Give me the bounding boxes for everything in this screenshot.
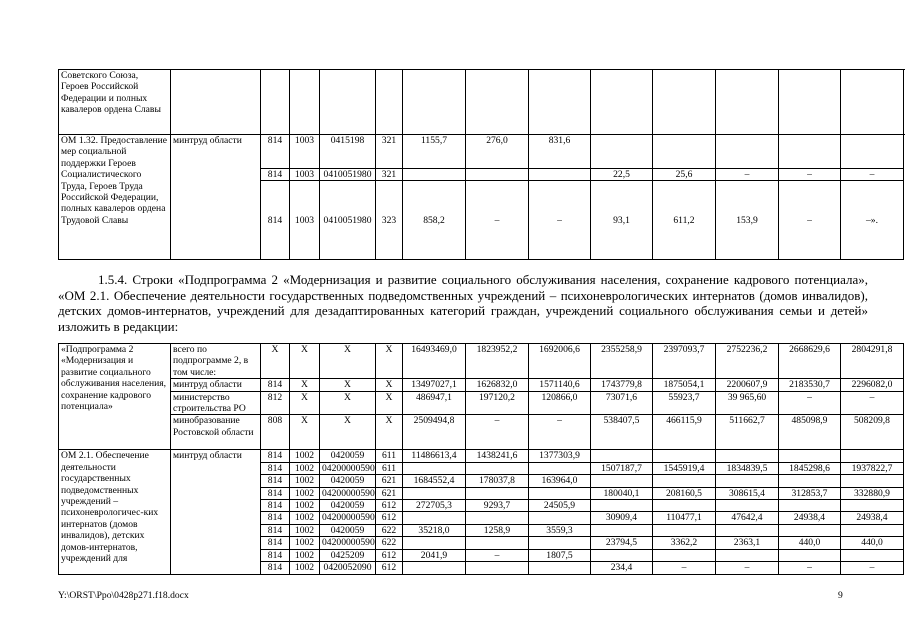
table-cell: – <box>841 391 904 415</box>
table-cell <box>716 135 779 169</box>
executor-cell: минтруд области <box>171 379 261 391</box>
table-cell <box>403 70 466 135</box>
table-cell: 858,2 <box>403 181 466 260</box>
table-cell: 276,0 <box>466 135 529 169</box>
table-cell: 1002 <box>290 500 320 512</box>
table-cell: 1823952,2 <box>466 344 529 379</box>
table-cell <box>591 450 653 462</box>
table-cell: 1507187,7 <box>591 462 653 474</box>
table-cell <box>466 512 529 524</box>
table-cell: 1002 <box>290 462 320 474</box>
table-cell <box>716 500 779 512</box>
table-cell: 2183530,7 <box>779 379 841 391</box>
table-cell: 234,4 <box>591 562 653 574</box>
table-cell: 312853,7 <box>779 487 841 499</box>
table-cell <box>529 562 591 574</box>
table-cell <box>320 70 376 135</box>
table-cell <box>290 70 320 135</box>
table-cell: 2200607,9 <box>716 379 779 391</box>
table-cell: 2296082,0 <box>841 379 904 391</box>
table-cell: 814 <box>261 169 290 181</box>
table-cell: 1626832,0 <box>466 379 529 391</box>
table-row <box>59 391 905 415</box>
table-cell <box>591 475 653 487</box>
table-cell <box>779 450 841 462</box>
table-cell: 332880,9 <box>841 487 904 499</box>
table-cell: X <box>261 344 290 379</box>
table-cell: 611 <box>376 450 403 462</box>
table-cell: 16493469,0 <box>403 344 466 379</box>
table-cell: 1258,9 <box>466 524 529 536</box>
table-cell: 0410051980 <box>320 169 376 181</box>
table-cell <box>779 70 841 135</box>
table-cell: 1002 <box>290 475 320 487</box>
table-cell: 622 <box>376 537 403 549</box>
table-cell: 1438241,6 <box>466 450 529 462</box>
table-cell <box>466 169 529 181</box>
table-cell: 612 <box>376 512 403 524</box>
table-cell: – <box>466 549 529 561</box>
table-cell: 2668629,6 <box>779 344 841 379</box>
table-cell: 814 <box>261 379 290 391</box>
executor-cell: министерство строительства РО <box>171 391 261 415</box>
table-cell: – <box>653 562 716 574</box>
table-cell <box>466 537 529 549</box>
table-cell: – <box>779 169 841 181</box>
table-cell: 612 <box>376 562 403 574</box>
table-cell: 1003 <box>290 181 320 260</box>
table-cell: X <box>320 379 376 391</box>
table-cell: 2397093,7 <box>653 344 716 379</box>
table-cell <box>466 562 529 574</box>
table-cell <box>653 549 716 561</box>
table-cell: 1834839,5 <box>716 462 779 474</box>
table-cell <box>779 549 841 561</box>
executor-cell: всего по подпрограмме 2, в том числе: <box>171 344 261 379</box>
table-cell: X <box>320 344 376 379</box>
table-cell: 04200000590 <box>320 462 376 474</box>
table-cell: – <box>466 415 529 450</box>
table-cell: 1002 <box>290 562 320 574</box>
table-cell: 814 <box>261 487 290 499</box>
table-cell <box>716 475 779 487</box>
table-cell: 208160,5 <box>653 487 716 499</box>
table-cell: 321 <box>376 169 403 181</box>
table-cell: 93,1 <box>591 181 653 260</box>
table-cell: 1571140,6 <box>529 379 591 391</box>
table-cell: 1743779,8 <box>591 379 653 391</box>
table-cell: 22,5 <box>591 169 653 181</box>
table-cell: 73071,6 <box>591 391 653 415</box>
table-cell: 04200000590 <box>320 512 376 524</box>
table-cell: 163964,0 <box>529 475 591 487</box>
table-cell <box>716 450 779 462</box>
table-row <box>59 135 905 169</box>
table-cell <box>403 512 466 524</box>
table-cell: 0420059 <box>320 524 376 536</box>
table-cell: 2041,9 <box>403 549 466 561</box>
table-cell: 35218,0 <box>403 524 466 536</box>
table-cell <box>779 475 841 487</box>
table-cell <box>376 70 403 135</box>
row-label: Советского Союза, Героев Российской Федерации и полных кавалеров ордена Славы <box>59 70 171 135</box>
table-cell: 9293,7 <box>466 500 529 512</box>
table-cell: 1875054,1 <box>653 379 716 391</box>
table-cell <box>841 70 904 135</box>
table-cell: 1684552,4 <box>403 475 466 487</box>
table-cell: 814 <box>261 135 290 169</box>
table-cell: 0420059 <box>320 475 376 487</box>
table-cell: 440,0 <box>779 537 841 549</box>
table-cell: – <box>716 562 779 574</box>
table-cell: 0415198 <box>320 135 376 169</box>
table-cell: 812 <box>261 391 290 415</box>
table-cell: 197120,2 <box>466 391 529 415</box>
table-cell <box>653 135 716 169</box>
table-cell: X <box>376 379 403 391</box>
table-cell: 2509494,8 <box>403 415 466 450</box>
table-cell: – <box>779 181 841 260</box>
table-cell: 814 <box>261 500 290 512</box>
table-cell <box>779 524 841 536</box>
table-cell: 466115,9 <box>653 415 716 450</box>
table-cell: 508209,8 <box>841 415 904 450</box>
table-cell: 612 <box>376 500 403 512</box>
table-cell: X <box>290 415 320 450</box>
table-cell: 1545919,4 <box>653 462 716 474</box>
table-cell <box>591 500 653 512</box>
table-cell: – <box>841 169 904 181</box>
table-cell: 3559,3 <box>529 524 591 536</box>
table-cell <box>403 537 466 549</box>
table-cell: 622 <box>376 524 403 536</box>
table-cell: 1807,5 <box>529 549 591 561</box>
table-cell: 808 <box>261 415 290 450</box>
table-cell: 1692006,6 <box>529 344 591 379</box>
table-cell: 321 <box>376 135 403 169</box>
table-cell <box>841 450 904 462</box>
table-cell: – <box>841 562 904 574</box>
table-row <box>59 450 905 462</box>
table-cell: 153,9 <box>716 181 779 260</box>
table-cell: 178037,8 <box>466 475 529 487</box>
table-cell: 24505,9 <box>529 500 591 512</box>
table-cell <box>653 500 716 512</box>
table-cell: 1002 <box>290 524 320 536</box>
table-cell: – <box>529 415 591 450</box>
table-cell: 1377303,9 <box>529 450 591 462</box>
table-cell: 611 <box>376 462 403 474</box>
table-cell: 1845298,6 <box>779 462 841 474</box>
table-cell: X <box>290 344 320 379</box>
table-cell: 1002 <box>290 537 320 549</box>
table-cell: X <box>376 415 403 450</box>
table-cell: 272705,3 <box>403 500 466 512</box>
table-cell <box>653 70 716 135</box>
table-cell: 814 <box>261 562 290 574</box>
table-cell: 814 <box>261 475 290 487</box>
table-cell: –». <box>841 181 904 260</box>
table-row <box>59 379 905 391</box>
table-cell <box>529 537 591 549</box>
table-row <box>59 344 905 379</box>
table-cell: X <box>376 391 403 415</box>
table-cell: X <box>290 379 320 391</box>
table-cell: 39 965,60 <box>716 391 779 415</box>
table-cell <box>841 135 904 169</box>
table-cell <box>716 70 779 135</box>
table-cell <box>591 524 653 536</box>
table-cell: 0425209 <box>320 549 376 561</box>
table-cell <box>403 462 466 474</box>
table-cell <box>841 549 904 561</box>
table-cell: 13497027,1 <box>403 379 466 391</box>
table-cell: 25,6 <box>653 169 716 181</box>
footer-file-path: Y:\ORST\Ppo\0428p271.f18.docx <box>58 590 189 601</box>
table-cell: 24938,4 <box>841 512 904 524</box>
table-cell: 2355258,9 <box>591 344 653 379</box>
table-cell: – <box>466 181 529 260</box>
table-cell: 814 <box>261 524 290 536</box>
table-cell: 611,2 <box>653 181 716 260</box>
table-cell <box>591 70 653 135</box>
table-cell: 23794,5 <box>591 537 653 549</box>
table-cell <box>591 549 653 561</box>
table-cell <box>653 450 716 462</box>
table-cell: 538407,5 <box>591 415 653 450</box>
row-label: «Подпрограмма 2 «Модернизация и развитие социального обслуживания населения, сохранение кадрового потенциала» <box>59 344 171 450</box>
table-cell <box>171 70 261 135</box>
table-cell: X <box>376 344 403 379</box>
table-cell <box>529 487 591 499</box>
table-cell: 47642,4 <box>716 512 779 524</box>
table-subprogram-2 <box>58 343 905 575</box>
table-cell: 814 <box>261 450 290 462</box>
table-cell: 612 <box>376 549 403 561</box>
table-cell <box>529 512 591 524</box>
table-cell <box>403 487 466 499</box>
table-cell: X <box>320 415 376 450</box>
table-cell <box>591 135 653 169</box>
table-cell <box>841 500 904 512</box>
table-cell: 24938,4 <box>779 512 841 524</box>
table-cell <box>466 462 529 474</box>
table-cell: 3362,2 <box>653 537 716 549</box>
table-cell: 814 <box>261 512 290 524</box>
table-cell: X <box>290 391 320 415</box>
table-cell: 11486613,4 <box>403 450 466 462</box>
table-cell <box>403 169 466 181</box>
table-cell: – <box>779 391 841 415</box>
table-row <box>59 415 905 450</box>
table-cell <box>716 549 779 561</box>
table-cell <box>529 169 591 181</box>
paragraph-1-5-4 <box>58 272 868 334</box>
table-cell <box>261 70 290 135</box>
table-cell: 1002 <box>290 549 320 561</box>
table-cell: 1937822,7 <box>841 462 904 474</box>
table-cell: 2804291,8 <box>841 344 904 379</box>
table-cell: – <box>779 562 841 574</box>
page-number: 9 <box>838 590 843 601</box>
table-cell: 1002 <box>290 487 320 499</box>
table-cell: 1003 <box>290 135 320 169</box>
table-cell <box>841 475 904 487</box>
paragraph-text: 1.5.4. Строки «Подпрограмма 2 «Модернизация и развитие социального обслуживания населения, сохранение кадрового потенциала», «ОМ 2.1. Обеспечение деятельности государственных подведомственных учреждений – психоневрологических интернатов (домов инвалидов), детских домов-интернатов, учреждений для дезадаптированных категорий граждан, учреждений социального обслуживания семьи и детей» изложить в редакции: <box>58 272 868 334</box>
executor-cell: минтруд области <box>171 135 261 260</box>
table-cell: 110477,1 <box>653 512 716 524</box>
table-cell: 440,0 <box>841 537 904 549</box>
table-row <box>59 70 905 135</box>
table-cell <box>653 524 716 536</box>
table-cell <box>529 462 591 474</box>
table-cell <box>841 524 904 536</box>
row-label: ОМ 2.1. Обеспечение деятельности государственных подведомственных учреждений – психоневрологичес-ких интернатов (домов инвалидов), детских домов-интернатов, учреждений для <box>59 450 171 574</box>
executor-cell: минобразование Ростовской области <box>171 415 261 450</box>
table-cell: 0420059 <box>320 500 376 512</box>
table-cell: 511662,7 <box>716 415 779 450</box>
table-cell: 621 <box>376 475 403 487</box>
table-cell: – <box>529 181 591 260</box>
table-cell: – <box>716 169 779 181</box>
table-cell: 814 <box>261 549 290 561</box>
table-cell: 30909,4 <box>591 512 653 524</box>
table-cell <box>403 562 466 574</box>
table-cell: 04200000590 <box>320 537 376 549</box>
table-cell: 308615,4 <box>716 487 779 499</box>
table-cell: 04200000590 <box>320 487 376 499</box>
table-cell: X <box>320 391 376 415</box>
table-cell <box>466 70 529 135</box>
table-cell: 1155,7 <box>403 135 466 169</box>
table-cell: 1003 <box>290 169 320 181</box>
table-cell: 814 <box>261 462 290 474</box>
table-cell: 0420059 <box>320 450 376 462</box>
table-cell: 180040,1 <box>591 487 653 499</box>
table-cell: 2363,1 <box>716 537 779 549</box>
table-cell: 486947,1 <box>403 391 466 415</box>
executor-cell: минтруд области <box>171 450 261 574</box>
table-om132 <box>58 69 905 260</box>
table-cell <box>466 487 529 499</box>
table-cell <box>529 70 591 135</box>
table-cell: 0420052090 <box>320 562 376 574</box>
table-cell <box>653 475 716 487</box>
table-cell: 485098,9 <box>779 415 841 450</box>
table-cell: 2752236,2 <box>716 344 779 379</box>
table-cell: 621 <box>376 487 403 499</box>
table-cell: 1002 <box>290 512 320 524</box>
table-cell <box>779 135 841 169</box>
table-cell: 0410051980 <box>320 181 376 260</box>
table-cell: 831,6 <box>529 135 591 169</box>
table-cell <box>779 500 841 512</box>
table-cell: 120866,0 <box>529 391 591 415</box>
table-cell: 55923,7 <box>653 391 716 415</box>
table-cell: 814 <box>261 181 290 260</box>
row-label: ОМ 1.32. Предоставление мер социальной поддержки Героев Социалистического Труда, Героев Труда Российской Федерации, полных кавалеров ордена Трудовой Славы <box>59 135 171 260</box>
table-cell: 814 <box>261 537 290 549</box>
table-cell <box>716 524 779 536</box>
table-cell: 323 <box>376 181 403 260</box>
table-cell: 1002 <box>290 450 320 462</box>
